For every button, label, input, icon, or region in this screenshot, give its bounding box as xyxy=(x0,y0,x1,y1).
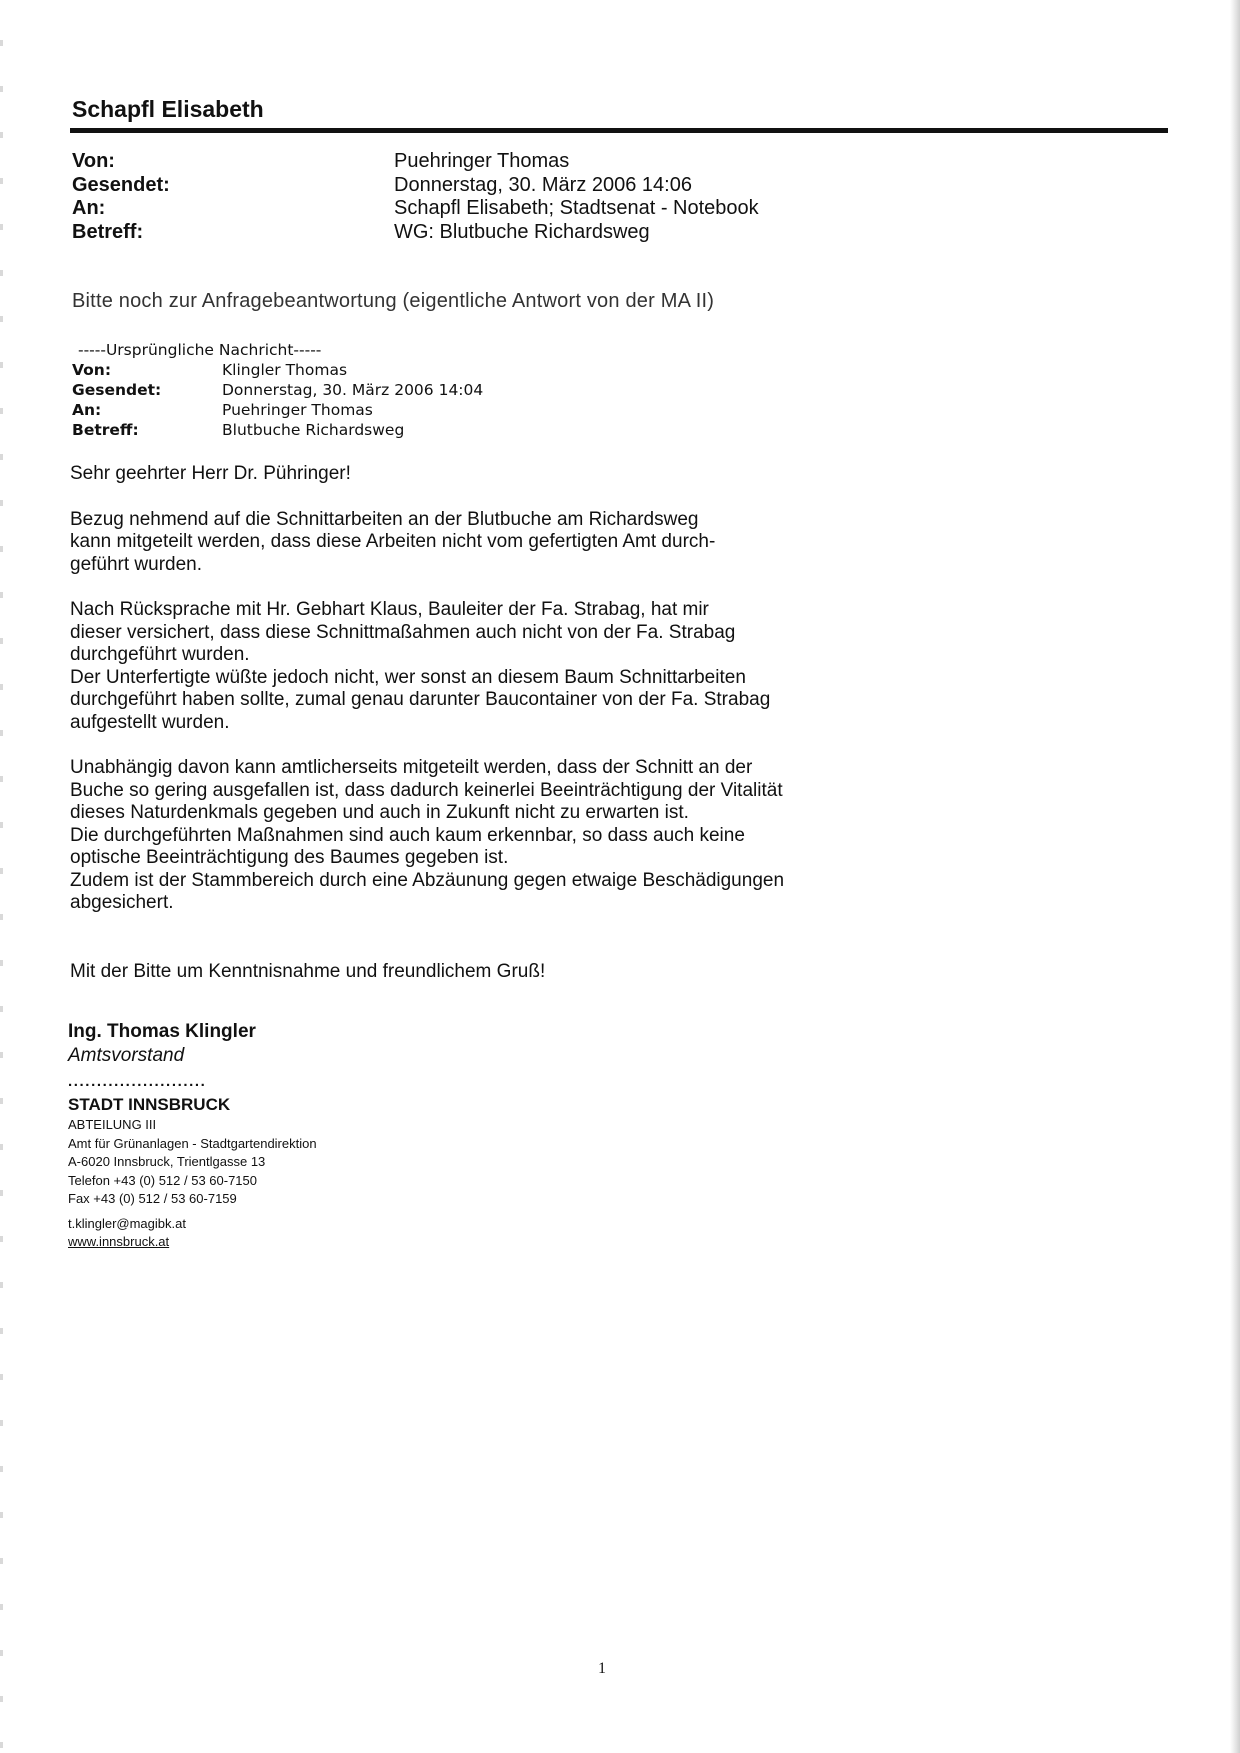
body-paragraph xyxy=(70,509,930,577)
orig-value: Klingler Thomas xyxy=(222,361,348,379)
header-value: WG: Blutbuche Richardsweg xyxy=(394,220,650,243)
signer-role: Amtsvorstand xyxy=(68,1045,185,1066)
department: ABTEILUNG III xyxy=(68,1117,157,1132)
body-line: durchgeführt haben sollte, zumal genau darunter Baucontainer von der Fa. Strabag xyxy=(70,689,771,710)
header-label: An: xyxy=(72,197,106,219)
body-line: Der Unterfertigte wüßte jedoch nicht, wer sonst an diesem Baum Schnittarbeiten xyxy=(70,666,746,688)
orig-label: An: xyxy=(72,401,102,419)
signature-block xyxy=(68,1020,668,1252)
website-link[interactable]: www.innsbruck.at xyxy=(68,1234,170,1249)
body-line: dieser versichert, dass diese Schnittmaßahmen auch nicht von der Fa. Strabag xyxy=(70,621,736,643)
message-body xyxy=(70,463,930,1006)
organization-name: STADT INNSBRUCK xyxy=(68,1095,231,1114)
orig-value: Blutbuche Richardsweg xyxy=(222,421,405,439)
orig-value: Donnerstag, 30. März 2006 14:04 xyxy=(222,381,484,399)
orig-value: Puehringer Thomas xyxy=(222,401,373,419)
body-paragraph xyxy=(70,757,930,915)
body-line: geführt wurden. xyxy=(70,553,203,575)
orig-label: Von: xyxy=(72,361,112,379)
body-line: Bezug nehmend auf die Schnittarbeiten an der Blutbuche am Richardsweg xyxy=(70,508,699,530)
body-line: Buche so gering ausgefallen ist, dass dadurch keinerlei Beeinträchtigung der Vitalität xyxy=(70,779,783,801)
orig-label: Gesendet: xyxy=(72,381,162,399)
signer-name: Ing. Thomas Klingler xyxy=(68,1021,256,1042)
header-row-subject xyxy=(72,221,872,245)
header-label: Betreff: xyxy=(72,220,144,243)
scan-edge-left xyxy=(0,0,3,1753)
original-message-separator: -----Ursprüngliche Nachricht----- xyxy=(78,341,322,359)
header-value: Puehringer Thomas xyxy=(394,150,570,172)
salutation: Sehr geehrter Herr Dr. Pühringer! xyxy=(70,463,351,484)
address: A-6020 Innsbruck, Trientlgasse 13 xyxy=(68,1154,266,1169)
body-line: dieses Naturdenkmals gegeben und auch in Zukunft nicht zu erwarten ist. xyxy=(70,802,689,823)
body-line: aufgestellt wurden. xyxy=(70,711,230,733)
page-number: 1 xyxy=(598,1660,606,1677)
orig-row-from xyxy=(72,360,672,380)
orig-row-subject xyxy=(72,420,672,440)
office: Amt für Grünanlagen - Stadtgartendirektion xyxy=(68,1135,317,1151)
forward-note: Bitte noch zur Anfragebeantwortung (eigentliche Antwort von der MA II) xyxy=(72,290,715,312)
body-paragraph xyxy=(70,599,930,734)
fax: Fax +43 (0) 512 / 53 60-7159 xyxy=(68,1191,237,1206)
signature-divider: ........................ xyxy=(68,1073,207,1090)
closing: Mit der Bitte um Kenntnisnahme und freundlichem Gruß! xyxy=(70,960,546,982)
body-line: abgesichert. xyxy=(70,892,174,913)
mail-header xyxy=(72,150,872,244)
body-line: Die durchgeführten Maßnahmen sind auch kaum erkennbar, so dass auch keine xyxy=(70,824,745,846)
body-line: durchgeführt wurden. xyxy=(70,644,250,665)
scan-edge-right xyxy=(1230,0,1240,1753)
header-row-to xyxy=(72,197,872,221)
body-line: Unabhängig davon kann amtlicherseits mitgeteilt werden, dass der Schnitt an der xyxy=(70,757,753,778)
header-value: Donnerstag, 30. März 2006 14:06 xyxy=(394,173,692,196)
header-value: Schapfl Elisabeth; Stadtsenat - Notebook xyxy=(394,197,759,219)
header-label: Von: xyxy=(72,150,115,172)
phone: Telefon +43 (0) 512 / 53 60-7150 xyxy=(68,1172,258,1188)
orig-row-sent xyxy=(72,380,672,400)
body-line: Zudem ist der Stammbereich durch eine Abzäunung gegen etwaige Beschädigungen xyxy=(70,869,785,891)
body-line: Nach Rücksprache mit Hr. Gebhart Klaus, Bauleiter der Fa. Strabag, hat mir xyxy=(70,599,709,620)
orig-row-to xyxy=(72,400,672,420)
email-link[interactable]: t.klingler@magibk.at xyxy=(68,1215,186,1231)
orig-label: Betreff: xyxy=(72,421,139,439)
body-line: optische Beeinträchtigung des Baumes gegeben ist. xyxy=(70,847,509,868)
body-line: kann mitgeteilt werden, dass diese Arbeiten nicht vom gefertigten Amt durch- xyxy=(70,531,716,552)
mailbox-owner: Schapfl Elisabeth xyxy=(72,96,264,122)
header-rule xyxy=(70,128,1168,133)
header-row-from xyxy=(72,150,872,174)
header-label: Gesendet: xyxy=(72,173,170,196)
original-message-header xyxy=(72,340,672,440)
header-row-sent xyxy=(72,174,872,198)
